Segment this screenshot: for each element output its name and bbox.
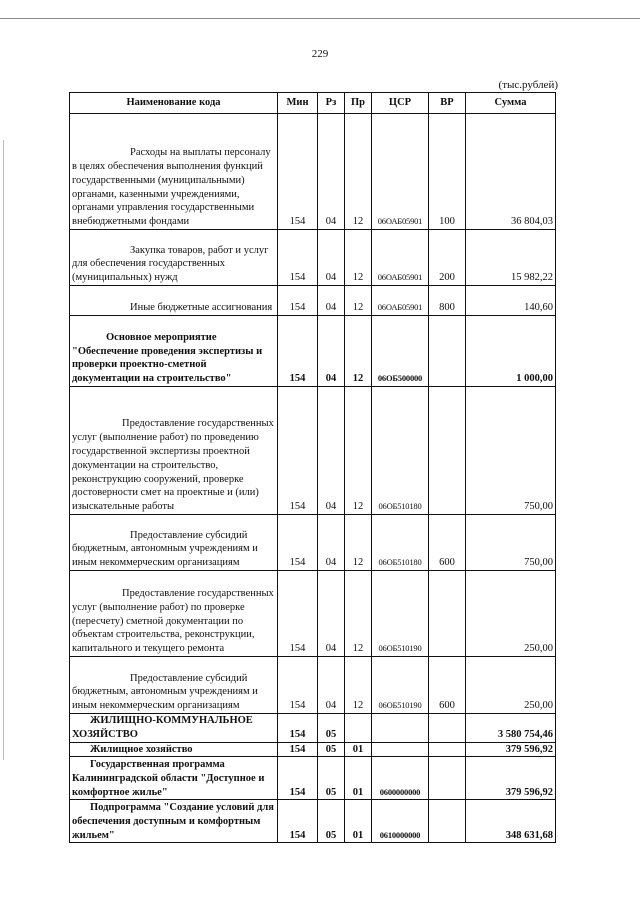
col-header-name: Наименование кода	[70, 93, 278, 114]
row-name: ЖИЛИЩНО-КОММУНАЛЬНОЕ ХОЗЯЙСТВО	[70, 714, 278, 743]
row-csr	[372, 742, 429, 757]
row-name: Государственная программа Калининградской области "Доступное и комфортное жилье"	[70, 757, 278, 800]
row-vr	[429, 316, 466, 387]
row-csr: 06ОБ510190	[372, 657, 429, 714]
row-vr: 800	[429, 286, 466, 316]
col-header-pr: Пр	[345, 93, 372, 114]
col-header-csr: ЦСР	[372, 93, 429, 114]
row-min: 154	[278, 800, 318, 843]
row-sum: 379 596,92	[466, 742, 556, 757]
row-sum: 750,00	[466, 387, 556, 515]
row-vr	[429, 714, 466, 743]
row-csr: 06ОАБ05901	[372, 114, 429, 230]
row-rz: 04	[318, 230, 345, 286]
row-pr: 12	[345, 316, 372, 387]
row-pr	[345, 714, 372, 743]
row-pr: 12	[345, 230, 372, 286]
row-csr: 06ОБ500000	[372, 316, 429, 387]
row-name: Предоставление государственных услуг (выполнение работ) по проверке (пересчету) сметной документации по объектам строительства, реконструкции, капитального и текущего ремонта	[70, 571, 278, 657]
row-sum: 250,00	[466, 657, 556, 714]
table-row	[70, 714, 556, 743]
table-row	[70, 800, 556, 843]
row-name: Предоставление субсидий бюджетным, автономным учреждениям и иным некоммерческим организациям	[70, 657, 278, 714]
row-min: 154	[278, 515, 318, 571]
row-rz: 04	[318, 571, 345, 657]
table-row	[70, 657, 556, 714]
row-sum: 1 000,00	[466, 316, 556, 387]
row-min: 154	[278, 286, 318, 316]
table-row	[70, 230, 556, 286]
row-min: 154	[278, 714, 318, 743]
row-vr: 600	[429, 657, 466, 714]
row-csr: 06ОБ510180	[372, 515, 429, 571]
row-sum: 750,00	[466, 515, 556, 571]
row-pr: 01	[345, 800, 372, 843]
table-row	[70, 571, 556, 657]
col-header-vr: ВР	[429, 93, 466, 114]
row-csr	[372, 714, 429, 743]
row-rz: 04	[318, 286, 345, 316]
row-sum: 3 580 754,46	[466, 714, 556, 743]
row-name: Основное мероприятие "Обеспечение проведения экспертизы и проверки проектно-сметной документации на строительство"	[70, 316, 278, 387]
col-header-rz: Рз	[318, 93, 345, 114]
col-header-sum: Сумма	[466, 93, 556, 114]
row-csr: 06ОБ510180	[372, 387, 429, 515]
row-name: Иные бюджетные ассигнования	[70, 286, 278, 316]
row-min: 154	[278, 114, 318, 230]
row-vr	[429, 387, 466, 515]
row-csr: 0600000000	[372, 757, 429, 800]
row-sum: 348 631,68	[466, 800, 556, 843]
row-sum: 36 804,03	[466, 114, 556, 230]
row-name: Предоставление субсидий бюджетным, автономным учреждениям и иным некоммерческим организациям	[70, 515, 278, 571]
row-csr: 06ОАБ05901	[372, 286, 429, 316]
units-label: (тыс.рублей)	[498, 79, 558, 91]
row-name: Жилищное хозяйство	[70, 742, 278, 757]
table-row	[70, 286, 556, 316]
row-vr	[429, 757, 466, 800]
row-rz: 04	[318, 657, 345, 714]
row-csr: 0610000000	[372, 800, 429, 843]
row-min: 154	[278, 742, 318, 757]
row-min: 154	[278, 230, 318, 286]
scan-top-border	[0, 18, 640, 19]
row-vr: 600	[429, 515, 466, 571]
row-rz: 04	[318, 515, 345, 571]
row-rz: 05	[318, 714, 345, 743]
table-row	[70, 114, 556, 230]
table-row	[70, 515, 556, 571]
row-min: 154	[278, 316, 318, 387]
page-number: 229	[311, 48, 329, 60]
row-name: Предоставление государственных услуг (выполнение работ) по проведению государственной экспертизы проектной документации на строительство, реконструкцию сооружений, проверке достоверности смет на проектные и (или) изыскательные работы	[70, 387, 278, 515]
row-pr: 12	[345, 114, 372, 230]
row-pr: 12	[345, 286, 372, 316]
row-rz: 04	[318, 387, 345, 515]
row-name: Подпрограмма "Создание условий для обеспечения доступным и комфортным жильем"	[70, 800, 278, 843]
row-pr: 12	[345, 515, 372, 571]
row-min: 154	[278, 387, 318, 515]
row-vr	[429, 571, 466, 657]
row-min: 154	[278, 757, 318, 800]
table-row	[70, 387, 556, 515]
row-pr: 12	[345, 657, 372, 714]
row-sum: 140,60	[466, 286, 556, 316]
row-min: 154	[278, 657, 318, 714]
row-rz: 04	[318, 114, 345, 230]
row-pr: 12	[345, 387, 372, 515]
row-pr: 01	[345, 742, 372, 757]
row-min: 154	[278, 571, 318, 657]
row-csr: 06ОБ510190	[372, 571, 429, 657]
row-vr	[429, 742, 466, 757]
row-pr: 01	[345, 757, 372, 800]
row-name: Закупка товаров, работ и услуг для обеспечения государственных (муниципальных) нужд	[70, 230, 278, 286]
row-vr	[429, 800, 466, 843]
table-row	[70, 757, 556, 800]
row-rz: 05	[318, 757, 345, 800]
row-sum: 379 596,92	[466, 757, 556, 800]
scan-left-mark	[3, 140, 4, 760]
row-vr: 200	[429, 230, 466, 286]
row-rz: 05	[318, 742, 345, 757]
table-row	[70, 742, 556, 757]
row-pr: 12	[345, 571, 372, 657]
row-sum: 250,00	[466, 571, 556, 657]
row-csr: 06ОАБ05901	[372, 230, 429, 286]
table-header-row	[70, 93, 556, 114]
row-sum: 15 982,22	[466, 230, 556, 286]
budget-table	[69, 92, 556, 843]
table-row	[70, 316, 556, 387]
col-header-min: Мин	[278, 93, 318, 114]
row-rz: 05	[318, 800, 345, 843]
row-rz: 04	[318, 316, 345, 387]
row-vr: 100	[429, 114, 466, 230]
row-name: Расходы на выплаты персоналу в целях обеспечения выполнения функций государственными (муниципальными) органами, казенными учреждениями, органами управления государственными внебюджетными фондами	[70, 114, 278, 230]
